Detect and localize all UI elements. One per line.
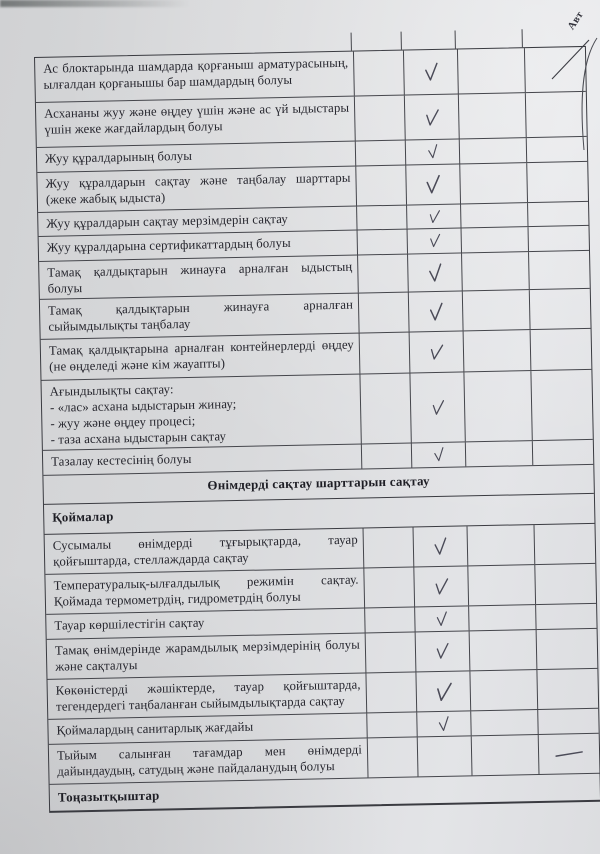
row-label: Тауар көршілестігін сақтау xyxy=(54,615,205,633)
row-label: Тазалау кестесінің болуы xyxy=(50,451,192,469)
mark-cell-col3 xyxy=(457,48,525,93)
mark-cell-col4 xyxy=(534,564,596,604)
checkmark-icon xyxy=(422,62,439,83)
corner-note: Авт xyxy=(566,9,586,32)
row-label: Жуу құралдарына сертификаттардың болуы xyxy=(46,235,291,255)
page-curl-lines xyxy=(520,0,600,160)
mark-cell-col1 xyxy=(355,141,405,166)
mark-cell-col1 xyxy=(363,527,414,567)
document-sheet xyxy=(34,46,600,813)
checkmark-icon xyxy=(430,399,444,417)
checkmark-icon xyxy=(428,342,444,362)
mark-cell-col1 xyxy=(366,712,416,737)
photo-edge-shade xyxy=(0,0,190,7)
dash-icon xyxy=(553,749,585,759)
mark-cell-col2 xyxy=(415,671,470,711)
section-title: Өнімдерді сақтау шарттарын сақтау xyxy=(207,474,430,493)
mark-cell-col4 xyxy=(528,226,589,251)
column-line-stub xyxy=(401,32,402,50)
row-label: Қоймалардың санитарлық жағдайы xyxy=(56,719,254,738)
mark-cell-col2 xyxy=(417,736,472,776)
mark-cell-col2 xyxy=(404,95,459,140)
mark-cell-col3 xyxy=(465,441,532,466)
row-label: Асхананы жуу және өңдеу үшін және ас үй ыдыстары үшін жеке жағдайлардың болуы xyxy=(44,100,350,137)
mark-cell-col1 xyxy=(359,333,410,374)
mark-cell-col1 xyxy=(363,567,414,607)
checkmark-icon xyxy=(427,208,440,224)
mark-cell-col1 xyxy=(365,632,416,672)
mark-cell-col1 xyxy=(367,737,418,777)
row-label: Температуралық-ылғалдылық режимін сақтау. Қоймада термометрдің, гидрометрдің болуы xyxy=(53,572,359,609)
mark-cell-col1 xyxy=(356,206,406,230)
mark-cell-col1 xyxy=(357,255,408,293)
mark-cell-col3 xyxy=(462,290,530,330)
row-label: Тыйым салынған тағамдар мен өнімдерді дайындаудың, сатудың және пайдаланудың болуы xyxy=(56,742,363,779)
mark-cell-col4 xyxy=(536,669,598,709)
row-label: Көкөністерді жәшіктерде, тауар қойғыштарда, тегендердегі таңбаланған сыйымдылықтарда сақтау xyxy=(55,677,361,714)
checkmark-icon xyxy=(434,680,453,703)
mark-cell-col2 xyxy=(405,164,460,204)
mark-cell-col3 xyxy=(459,163,527,203)
row-label: Тамақ өнімдерінде жарамдылық мерзімдерінің болуы және сақталуы xyxy=(54,637,360,674)
mark-cell-col4 xyxy=(530,370,592,440)
mark-cell-col3 xyxy=(468,605,535,630)
mark-cell-col2 xyxy=(405,139,459,164)
mark-cell-col3 xyxy=(471,735,539,775)
mark-cell-col2 xyxy=(409,372,464,442)
mark-cell-col3 xyxy=(460,203,527,227)
mark-cell-col4 xyxy=(536,629,598,669)
mark-cell-col1 xyxy=(355,166,406,206)
column-line-stub xyxy=(351,33,352,51)
mark-cell-col1 xyxy=(357,230,407,255)
checkmark-icon xyxy=(428,233,440,249)
checkmark-icon xyxy=(432,447,446,464)
mark-cell-col1 xyxy=(353,51,404,96)
mark-cell-col3 xyxy=(461,252,529,290)
row-label: Ағындылықты сақтау: - «лас» асхана ыдыстарын жинау; - жуу және өңдеу процесі; - таза асхана ыдыстарын сақтау xyxy=(49,382,237,447)
mark-cell-col4 xyxy=(527,202,588,226)
mark-cell-col3 xyxy=(469,670,537,710)
checkmark-icon xyxy=(424,107,440,127)
mark-cell-col1 xyxy=(364,607,414,632)
checkmark-icon xyxy=(425,144,439,161)
mark-cell-col3 xyxy=(470,710,537,735)
mark-cell-col1 xyxy=(359,374,410,444)
mark-cell-col4 xyxy=(529,289,591,329)
row-label: Сусымалы өнімдерді тұғырықтарда, тауар қойғыштарда, стеллаждарда сақтау xyxy=(52,532,358,569)
mark-cell-col4 xyxy=(538,734,600,774)
row-label: Жуу құралдарының болуы xyxy=(44,148,193,166)
mark-cell-col4 xyxy=(532,440,593,465)
row-label: Жуу құралдарын сақтау және таңбалау шарттары (жеке жабық ыдыста) xyxy=(45,170,351,207)
mark-cell-col1 xyxy=(358,293,409,333)
checklist-table xyxy=(34,46,600,813)
checkmark-icon xyxy=(425,174,442,195)
mark-cell-col3 xyxy=(459,138,526,163)
mark-cell-col2 xyxy=(414,606,468,631)
mark-cell-col3 xyxy=(463,371,531,441)
mark-cell-col4 xyxy=(537,709,598,734)
checkmark-icon xyxy=(433,576,449,596)
checkmark-icon xyxy=(435,642,450,661)
mark-cell-col2 xyxy=(411,442,465,467)
row-label: Тамақ қалдықтарына арналған контейнерлерді өңдеу (не өңделеді және кім жауапты) xyxy=(48,337,354,374)
row-label: Тамақ қалдықтарын жинауға арналған сыйымдылықты таңбалау xyxy=(47,297,354,334)
checkmark-icon xyxy=(435,611,449,628)
mark-cell-col1 xyxy=(354,96,405,141)
mark-cell-col3 xyxy=(469,630,537,670)
checkmark-icon xyxy=(427,301,444,321)
mark-cell-col2 xyxy=(408,291,463,331)
mark-cell-col2 xyxy=(409,331,464,372)
mark-cell-col3 xyxy=(467,565,535,605)
subsection-title: Тоңазытқыштар xyxy=(57,788,160,805)
column-line-stub xyxy=(455,31,456,49)
mark-cell-col2 xyxy=(407,228,461,253)
checkmark-icon xyxy=(432,536,448,556)
mark-cell-col1 xyxy=(361,444,411,469)
mark-cell-col4 xyxy=(530,329,592,370)
table-row xyxy=(42,370,593,451)
mark-cell-col4 xyxy=(526,162,588,202)
mark-cell-col4 xyxy=(535,604,596,629)
mark-cell-col2 xyxy=(406,204,460,228)
mark-cell-col4 xyxy=(533,524,595,564)
mark-cell-col3 xyxy=(463,330,531,371)
mark-cell-col2 xyxy=(413,526,468,566)
row-label: Тамақ қалдықтарын жинауға арналған ыдыстың болуы xyxy=(47,259,353,296)
mark-cell-col2 xyxy=(416,711,470,736)
checkmark-icon xyxy=(437,715,451,732)
mark-cell-col3 xyxy=(458,93,526,138)
mark-cell-col4 xyxy=(528,251,590,289)
subsection-title: Қоймалар xyxy=(52,509,114,525)
mark-cell-col2 xyxy=(407,253,462,291)
mark-cell-col2 xyxy=(415,631,470,671)
row-label: Жуу құралдарын сақтау мерзімдерін сақтау xyxy=(46,211,288,231)
row-label: Ас блоктарында шамдарда қорғаныш арматурасының, ылғалдан қорғанышы бар шамдардың болуы xyxy=(43,55,349,92)
mark-cell-col3 xyxy=(461,227,528,252)
mark-cell-col2 xyxy=(403,50,458,95)
mark-cell-col1 xyxy=(365,672,416,712)
mark-cell-col2 xyxy=(413,566,468,606)
checkmark-icon xyxy=(426,262,444,283)
mark-cell-col3 xyxy=(467,525,535,565)
